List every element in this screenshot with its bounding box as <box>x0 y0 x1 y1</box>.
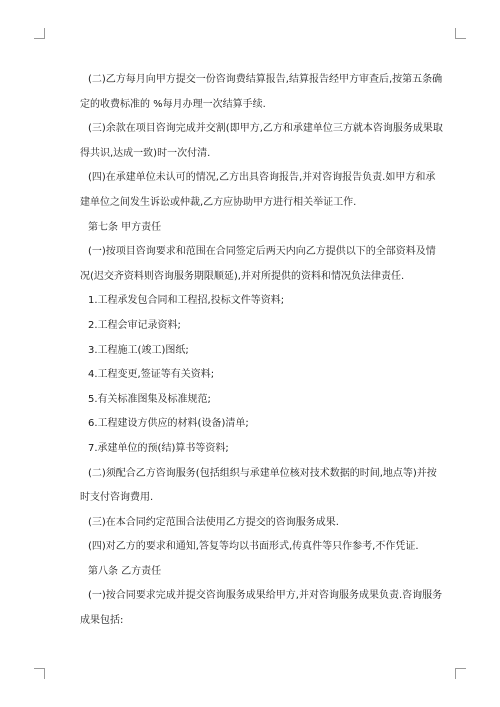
text-line: 定的收费标准的 %每月办理一次结算手续. <box>80 98 266 110</box>
document-body <box>80 68 443 634</box>
text-line: (三)余款在项目咨询完成并交割(即甲方,乙方和承建单位三方就本咨询服务成果取 <box>88 123 443 135</box>
text-line: 建单位之间发生诉讼或仲裁,乙方应协助甲方进行相关举证工作. <box>80 196 357 208</box>
text-line: 时支付咨询费用. <box>80 492 154 504</box>
text-line: (四)对乙方的要求和通知,答复等均以书面形式,传真件等只作参考,不作凭证. <box>88 541 419 553</box>
crop-mark-bottom-right <box>455 668 466 679</box>
section-heading: 第八条 乙方责任 <box>88 565 162 577</box>
text-line: 成果包括: <box>80 615 124 627</box>
list-item: 2.工程会审记录资料; <box>88 319 181 331</box>
list-item: 7.承建单位的预(结)算书等资料; <box>88 442 229 454</box>
text-line: (二)乙方每月向甲方提交一份咨询费结算报告,结算报告经甲方审查后,按第五条确 <box>88 74 443 85</box>
list-item: 4.工程变更,签证等有关资料; <box>88 369 215 381</box>
section-heading: 第七条 甲方责任 <box>88 221 162 233</box>
list-item: 5.有关标准图集及标准规范; <box>88 393 211 405</box>
text-line: 况(迟交齐资料则咨询服务期限顺延),并对所提供的资料和情况负法律责任. <box>80 270 405 282</box>
list-item: 6.工程建设方供应的材料(设备)清单; <box>88 418 249 430</box>
crop-mark-top-left <box>34 28 45 39</box>
text-line: (四)在承建单位未认可的情况,乙方出具咨询报告,并对咨询报告负责.如甲方和承 <box>88 172 436 184</box>
crop-mark-bottom-left <box>34 668 45 679</box>
crop-mark-top-right <box>455 28 466 39</box>
text-line: 得共识,达成一致)时一次付清. <box>80 147 211 159</box>
text-line: (三)在本合同约定范围合法使用乙方提交的咨询服务成果. <box>88 516 339 528</box>
text-line: (一)按项目咨询要求和范围在合同签定后两天内向乙方提供以下的全部资料及情 <box>88 246 436 258</box>
text-line: (一)按合同要求完成并提交咨询服务成果给甲方,并对咨询服务成果负责.咨询服务 <box>88 590 443 602</box>
list-item: 3.工程施工(竣工)图纸; <box>88 344 189 356</box>
text-line: (二)须配合乙方咨询服务(包括组织与承建单位核对技术数据的时间,地点等)并按 <box>88 467 437 479</box>
list-item: 1.工程承发包合同和工程招,投标文件等资料; <box>88 295 285 307</box>
